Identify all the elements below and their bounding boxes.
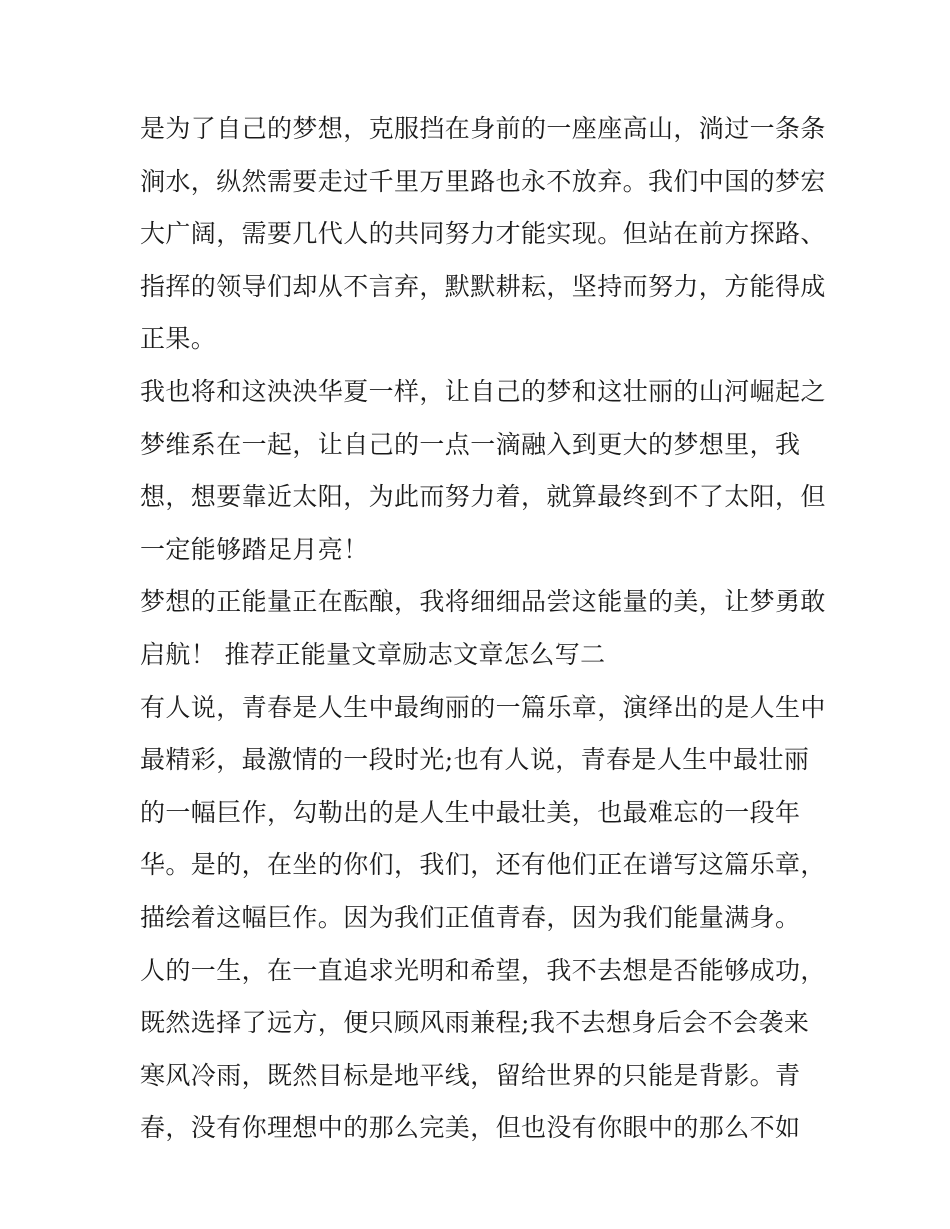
text-line: 梦想的正能量正在酝酿，我将细细品尝这能量的美，让梦勇敢 bbox=[140, 587, 826, 617]
text-line: 的一幅巨作，勾勒出的是人生中最壮美，也最难忘的一段年 bbox=[140, 797, 801, 827]
text-line: 是为了自己的梦想，克服挡在身前的一座座高山，淌过一条条 bbox=[140, 114, 826, 143]
text-line: 涧水，纵然需要走过千里万里路也永不放弃。我们中国的梦宏 bbox=[140, 166, 826, 196]
text-line: 春，没有你理想中的那么完美，但也没有你眼中的那么不如 bbox=[140, 1113, 801, 1143]
text-line: 人的一生，在一直追求光明和希望，我不去想是否能够成功， bbox=[140, 955, 826, 985]
text-line: 我也将和这泱泱华夏一样，让自己的梦和这壮丽的山河崛起之 bbox=[140, 376, 826, 406]
text-line: 寒风冷雨，既然目标是地平线，留给世界的只能是背影。青 bbox=[140, 1060, 801, 1090]
document-body bbox=[140, 103, 826, 1155]
text-line: 想，想要靠近太阳，为此而努力着，就算最终到不了太阳，但 bbox=[140, 482, 826, 512]
text-line: 一定能够踏足月亮！ bbox=[140, 534, 369, 564]
text-line: 大广阔，需要几代人的共同努力才能实现。但站在前方探路、 bbox=[140, 219, 826, 249]
text-line: 指挥的领导们却从不言弃，默默耕耘，坚持而努力，方能得成 bbox=[140, 271, 826, 301]
text-line: 启航！ 推荐正能量文章励志文章怎么写二 bbox=[140, 639, 606, 669]
text-line: 华。是的，在坐的你们，我们，还有他们正在谱写这篇乐章， bbox=[140, 850, 826, 880]
text-line: 梦维系在一起，让自己的一点一滴融入到更大的梦想里，我 bbox=[140, 429, 801, 459]
text-line: 最精彩，最激情的一段时光;也有人说，青春是人生中最壮丽 bbox=[140, 745, 810, 775]
text-line: 既然选择了远方，便只顾风雨兼程;我不去想身后会不会袭来 bbox=[140, 1008, 810, 1038]
text-line: 正果。 bbox=[140, 324, 217, 354]
text-line: 有人说，青春是人生中最绚丽的一篇乐章，演绎出的是人生中 bbox=[140, 692, 826, 722]
text-line: 描绘着这幅巨作。因为我们正值青春，因为我们能量满身。 bbox=[140, 902, 801, 932]
